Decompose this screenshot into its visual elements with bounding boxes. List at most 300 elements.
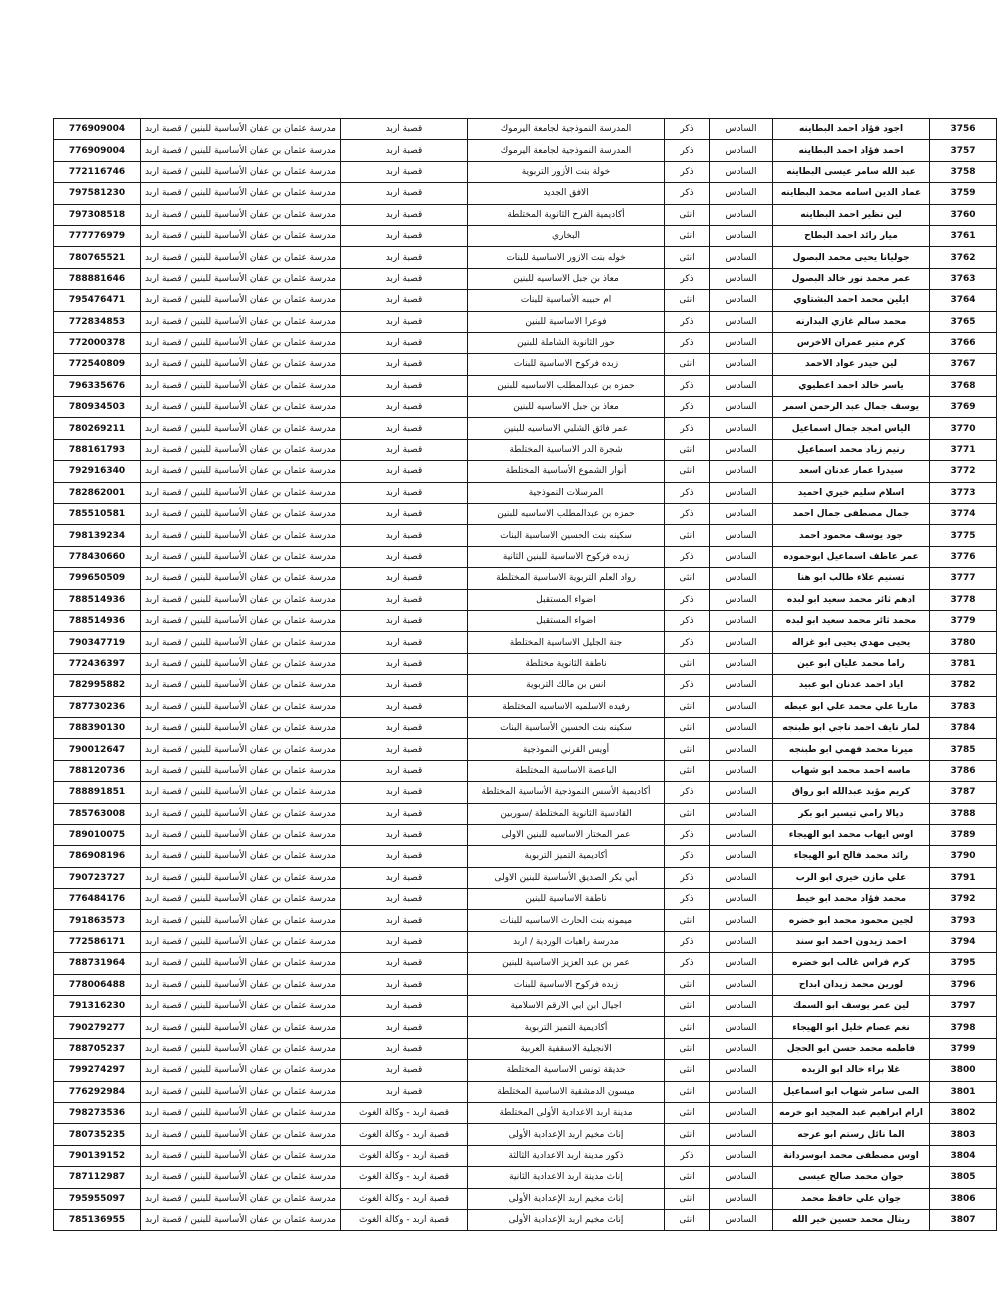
phone-cell: 778006488 [54,974,141,995]
table-row [54,1017,997,1038]
grade-cell: السادس [710,568,773,589]
phone-cell: 798273536 [54,1102,141,1123]
new-school-cell: مدرسة عثمان بن عفان الأساسية للبنين / قصبة اربد [141,824,341,845]
new-school-cell: مدرسة عثمان بن عفان الأساسية للبنين / قصبة اربد [141,610,341,631]
previous-school-cell: الافق الجديد [468,183,665,204]
previous-school-cell: ناطفة الثانوية مختلطة [468,653,665,674]
table-row [54,1102,997,1123]
directorate-cell: قصبة اربد [341,268,468,289]
grade-cell: السادس [710,931,773,952]
phone-cell: 776909004 [54,119,141,140]
table-row [54,589,997,610]
grade-cell: السادس [710,375,773,396]
grade-cell: السادس [710,311,773,332]
directorate-cell: قصبة اربد [341,482,468,503]
grade-cell: السادس [710,889,773,910]
student-name-cell: علي مازن خيري ابو الرب [773,867,930,888]
serial-number-cell: 3767 [930,354,997,375]
previous-school-cell: مدرسة راهبات الوردية / اربد [468,931,665,952]
phone-cell: 788120736 [54,760,141,781]
new-school-cell: مدرسة عثمان بن عفان الأساسية للبنين / قصبة اربد [141,931,341,952]
grade-cell: السادس [710,589,773,610]
new-school-cell: مدرسة عثمان بن عفان الأساسية للبنين / قصبة اربد [141,311,341,332]
phone-cell: 788891851 [54,782,141,803]
serial-number-cell: 3793 [930,910,997,931]
phone-cell: 787112987 [54,1167,141,1188]
gender-cell: ذكر [665,546,710,567]
grade-cell: السادس [710,140,773,161]
directorate-cell: قصبة اربد [341,610,468,631]
gender-cell: انثى [665,290,710,311]
directorate-cell: قصبة اربد [341,632,468,653]
serial-number-cell: 3795 [930,953,997,974]
serial-number-cell: 3763 [930,268,997,289]
student-name-cell: سيدرا عمار عدنان اسعد [773,461,930,482]
serial-number-cell: 3796 [930,974,997,995]
grade-cell: السادس [710,1017,773,1038]
grade-cell: السادس [710,760,773,781]
new-school-cell: مدرسة عثمان بن عفان الأساسية للبنين / قصبة اربد [141,653,341,674]
phone-cell: 792916340 [54,461,141,482]
gender-cell: انثى [665,1102,710,1123]
gender-cell: انثى [665,525,710,546]
gender-cell: انثى [665,760,710,781]
serial-number-cell: 3779 [930,610,997,631]
table-row [54,225,997,246]
directorate-cell: قصبة اربد [341,439,468,460]
directorate-cell: قصبة اربد [341,782,468,803]
serial-number-cell: 3765 [930,311,997,332]
directorate-cell: قصبة اربد - وكالة الغوث [341,1145,468,1166]
student-name-cell: المى سامر شهاب ابو اسماعيل [773,1081,930,1102]
student-name-cell: يوسف جمال عبد الرحمن اسمر [773,397,930,418]
phone-cell: 788161793 [54,439,141,460]
directorate-cell: قصبة اربد - وكالة الغوث [341,1167,468,1188]
student-name-cell: جوان علي حافظ محمد [773,1188,930,1209]
new-school-cell: مدرسة عثمان بن عفان الأساسية للبنين / قصبة اربد [141,889,341,910]
directorate-cell: قصبة اربد - وكالة الغوث [341,1209,468,1230]
new-school-cell: مدرسة عثمان بن عفان الأساسية للبنين / قصبة اربد [141,867,341,888]
directorate-cell: قصبة اربد [341,161,468,182]
phone-cell: 772116746 [54,161,141,182]
directorate-cell: قصبة اربد [341,397,468,418]
student-name-cell: جمال مصطفى جمال احمد [773,504,930,525]
student-name-cell: تسنيم علاء طالب ابو هنا [773,568,930,589]
serial-number-cell: 3800 [930,1060,997,1081]
serial-number-cell: 3807 [930,1209,997,1230]
phone-cell: 772000378 [54,332,141,353]
table-row [54,803,997,824]
student-name-cell: الياس امجد جمال اسماعيل [773,418,930,439]
previous-school-cell: أكاديمية التميز التربوية [468,846,665,867]
directorate-cell: قصبة اربد [341,696,468,717]
phone-cell: 790139152 [54,1145,141,1166]
grade-cell: السادس [710,290,773,311]
serial-number-cell: 3799 [930,1038,997,1059]
directorate-cell: قصبة اربد [341,1038,468,1059]
serial-number-cell: 3758 [930,161,997,182]
new-school-cell: مدرسة عثمان بن عفان الأساسية للبنين / قصبة اربد [141,183,341,204]
gender-cell: ذكر [665,397,710,418]
previous-school-cell: أويس القرني النموذجية [468,739,665,760]
previous-school-cell: الانجيلية الاسقفية العربية [468,1038,665,1059]
directorate-cell: قصبة اربد [341,504,468,525]
phone-cell: 788881646 [54,268,141,289]
table-row [54,354,997,375]
new-school-cell: مدرسة عثمان بن عفان الأساسية للبنين / قصبة اربد [141,1060,341,1081]
directorate-cell: قصبة اربد [341,1017,468,1038]
gender-cell: ذكر [665,632,710,653]
grade-cell: السادس [710,225,773,246]
previous-school-cell: جنة الجليل الاساسية المختلطة [468,632,665,653]
table-row [54,760,997,781]
serial-number-cell: 3791 [930,867,997,888]
student-name-cell: عماد الدين اسامه محمد البطاينه [773,183,930,204]
previous-school-cell: عمر بن عبد العزيز الاساسية للبنين [468,953,665,974]
student-name-cell: الما نائل رستم ابو عرجه [773,1124,930,1145]
table-row [54,931,997,952]
gender-cell: ذكر [665,846,710,867]
new-school-cell: مدرسة عثمان بن عفان الأساسية للبنين / قصبة اربد [141,910,341,931]
phone-cell: 797308518 [54,204,141,225]
directorate-cell: قصبة اربد [341,589,468,610]
grade-cell: السادس [710,204,773,225]
phone-cell: 789010075 [54,824,141,845]
table-row [54,1038,997,1059]
gender-cell: انثى [665,717,710,738]
table-row [54,375,997,396]
grade-cell: السادس [710,1188,773,1209]
previous-school-cell: ام حبيبه الأساسية للبنات [468,290,665,311]
table-row [54,675,997,696]
gender-cell: ذكر [665,268,710,289]
previous-school-cell: إناث مخيم اربد الإعدادية الأولى [468,1209,665,1230]
table-row [54,1167,997,1188]
serial-number-cell: 3789 [930,824,997,845]
directorate-cell: قصبة اربد [341,889,468,910]
student-name-cell: اجود فؤاد احمد البطاينه [773,119,930,140]
directorate-cell: قصبة اربد [341,418,468,439]
gender-cell: ذكر [665,931,710,952]
previous-school-cell: زبده فركوح الاساسية للبنين الثانية [468,546,665,567]
table-row [54,311,997,332]
serial-number-cell: 3760 [930,204,997,225]
student-name-cell: يحيى مهدي يحيى ابو غزاله [773,632,930,653]
grade-cell: السادس [710,183,773,204]
student-name-cell: ميار رائد احمد البطاح [773,225,930,246]
directorate-cell: قصبة اربد [341,525,468,546]
new-school-cell: مدرسة عثمان بن عفان الأساسية للبنين / قصبة اربد [141,974,341,995]
serial-number-cell: 3766 [930,332,997,353]
serial-number-cell: 3777 [930,568,997,589]
directorate-cell: قصبة اربد [341,311,468,332]
grade-cell: السادس [710,119,773,140]
new-school-cell: مدرسة عثمان بن عفان الأساسية للبنين / قصبة اربد [141,140,341,161]
grade-cell: السادس [710,739,773,760]
new-school-cell: مدرسة عثمان بن عفان الأساسية للبنين / قصبة اربد [141,803,341,824]
gender-cell: ذكر [665,418,710,439]
grade-cell: السادس [710,1209,773,1230]
student-name-cell: محمد ثائر محمد سعيد ابو لبده [773,610,930,631]
gender-cell: انثى [665,225,710,246]
phone-cell: 788514936 [54,610,141,631]
grade-cell: السادس [710,974,773,995]
gender-cell: انثى [665,739,710,760]
serial-number-cell: 3801 [930,1081,997,1102]
grade-cell: السادس [710,461,773,482]
table-row [54,397,997,418]
gender-cell: انثى [665,696,710,717]
new-school-cell: مدرسة عثمان بن عفان الأساسية للبنين / قصبة اربد [141,375,341,396]
serial-number-cell: 3776 [930,546,997,567]
grade-cell: السادس [710,696,773,717]
student-name-cell: جود يوسف محمود احمد [773,525,930,546]
gender-cell: انثى [665,1038,710,1059]
directorate-cell: قصبة اربد [341,717,468,738]
new-school-cell: مدرسة عثمان بن عفان الأساسية للبنين / قصبة اربد [141,760,341,781]
new-school-cell: مدرسة عثمان بن عفان الأساسية للبنين / قصبة اربد [141,782,341,803]
serial-number-cell: 3802 [930,1102,997,1123]
serial-number-cell: 3786 [930,760,997,781]
serial-number-cell: 3785 [930,739,997,760]
table-row [54,696,997,717]
grade-cell: السادس [710,953,773,974]
previous-school-cell: أكاديمية الأسس النموذجية الأساسية المختلطة [468,782,665,803]
grade-cell: السادس [710,803,773,824]
table-row [54,1124,997,1145]
new-school-cell: مدرسة عثمان بن عفان الأساسية للبنين / قصبة اربد [141,247,341,268]
previous-school-cell: خولة بنت الأزور التربوية [468,161,665,182]
gender-cell: انثى [665,1081,710,1102]
gender-cell: ذكر [665,889,710,910]
phone-cell: 787730236 [54,696,141,717]
grade-cell: السادس [710,247,773,268]
student-name-cell: رنيم زياد محمد اسماعيل [773,439,930,460]
phone-cell: 776292984 [54,1081,141,1102]
directorate-cell: قصبة اربد [341,119,468,140]
previous-school-cell: اضواء المستقبل [468,589,665,610]
student-name-cell: ماريا علي محمد علي ابو عيطه [773,696,930,717]
serial-number-cell: 3764 [930,290,997,311]
serial-number-cell: 3769 [930,397,997,418]
table-row [54,953,997,974]
previous-school-cell: المدرسة النموذجية لجامعة اليرموك [468,140,665,161]
table-row [54,140,997,161]
phone-cell: 776909004 [54,140,141,161]
table-row [54,910,997,931]
student-name-cell: عمر عاطف اسماعيل ابوحموده [773,546,930,567]
table-row [54,568,997,589]
student-name-cell: لمار نايف احمد ناجي ابو طبنجه [773,717,930,738]
new-school-cell: مدرسة عثمان بن عفان الأساسية للبنين / قصبة اربد [141,1102,341,1123]
serial-number-cell: 3780 [930,632,997,653]
gender-cell: ذكر [665,782,710,803]
gender-cell: انثى [665,653,710,674]
directorate-cell: قصبة اربد [341,546,468,567]
student-name-cell: احمد فؤاد احمد البطاينه [773,140,930,161]
directorate-cell: قصبة اربد [341,1060,468,1081]
table-row [54,1145,997,1166]
serial-number-cell: 3784 [930,717,997,738]
student-name-cell: لجين محمود محمد ابو خضره [773,910,930,931]
gender-cell: انثى [665,247,710,268]
directorate-cell: قصبة اربد [341,183,468,204]
student-name-cell: عمر محمد نور خالد البصول [773,268,930,289]
directorate-cell: قصبة اربد [341,140,468,161]
new-school-cell: مدرسة عثمان بن عفان الأساسية للبنين / قصبة اربد [141,1209,341,1230]
gender-cell: ذكر [665,610,710,631]
previous-school-cell: ذكور مدينة اربد الاعدادية الثالثة [468,1145,665,1166]
student-name-cell: احمد زيدون احمد ابو سند [773,931,930,952]
previous-school-cell: ميمونه بنت الحارث الاساسيه للبنات [468,910,665,931]
table-row [54,119,997,140]
previous-school-cell: القادسية الثانوية المختلطة /سوربين [468,803,665,824]
table-row [54,889,997,910]
directorate-cell: قصبة اربد [341,824,468,845]
new-school-cell: مدرسة عثمان بن عفان الأساسية للبنين / قصبة اربد [141,161,341,182]
phone-cell: 786908196 [54,846,141,867]
grade-cell: السادس [710,1060,773,1081]
phone-cell: 772436397 [54,653,141,674]
student-name-cell: فاطمه محمد حسن ابو الحجل [773,1038,930,1059]
previous-school-cell: زبده فركوح الاساسية للبنات [468,354,665,375]
table-row [54,546,997,567]
student-transfer-table [53,118,997,1231]
gender-cell: ذكر [665,867,710,888]
serial-number-cell: 3783 [930,696,997,717]
gender-cell: انثى [665,1060,710,1081]
directorate-cell: قصبة اربد [341,760,468,781]
serial-number-cell: 3761 [930,225,997,246]
gender-cell: انثى [665,1124,710,1145]
phone-cell: 796335676 [54,375,141,396]
table-row [54,782,997,803]
directorate-cell: قصبة اربد [341,461,468,482]
previous-school-cell: أنوار الشموع الأساسية المختلطة [468,461,665,482]
table-row [54,204,997,225]
table-row [54,739,997,760]
new-school-cell: مدرسة عثمان بن عفان الأساسية للبنين / قصبة اربد [141,675,341,696]
previous-school-cell: سكينه بنت الحسين الاساسية البنات [468,525,665,546]
gender-cell: ذكر [665,375,710,396]
phone-cell: 798139234 [54,525,141,546]
grade-cell: السادس [710,161,773,182]
student-name-cell: ادهم ثائر محمد سعيد ابو لبده [773,589,930,610]
new-school-cell: مدرسة عثمان بن عفان الأساسية للبنين / قصبة اربد [141,1081,341,1102]
table-row [54,1060,997,1081]
directorate-cell: قصبة اربد [341,974,468,995]
serial-number-cell: 3792 [930,889,997,910]
table-row [54,504,997,525]
table-row [54,1209,997,1230]
gender-cell: ذكر [665,183,710,204]
directorate-cell: قصبة اربد - وكالة الغوث [341,1102,468,1123]
grade-cell: السادس [710,1145,773,1166]
table-row [54,461,997,482]
serial-number-cell: 3805 [930,1167,997,1188]
phone-cell: 799274297 [54,1060,141,1081]
grade-cell: السادس [710,332,773,353]
previous-school-cell: معاذ بن جبل الاساسيه للبنين [468,397,665,418]
serial-number-cell: 3797 [930,996,997,1017]
grade-cell: السادس [710,482,773,503]
serial-number-cell: 3759 [930,183,997,204]
grade-cell: السادس [710,397,773,418]
serial-number-cell: 3781 [930,653,997,674]
directorate-cell: قصبة اربد [341,247,468,268]
student-name-cell: رائد محمد فالح ابو الهيجاء [773,846,930,867]
new-school-cell: مدرسة عثمان بن عفان الأساسية للبنين / قصبة اربد [141,290,341,311]
new-school-cell: مدرسة عثمان بن عفان الأساسية للبنين / قصبة اربد [141,1145,341,1166]
serial-number-cell: 3803 [930,1124,997,1145]
gender-cell: ذكر [665,332,710,353]
previous-school-cell: معاذ بن جبل الاساسيه للبنين [468,268,665,289]
previous-school-cell: خوله بنت الازور الاساسية للبنات [468,247,665,268]
student-name-cell: لين عمر يوسف ابو السمك [773,996,930,1017]
serial-number-cell: 3770 [930,418,997,439]
phone-cell: 780934503 [54,397,141,418]
serial-number-cell: 3768 [930,375,997,396]
student-name-cell: ماسه احمد محمد ابو شهاب [773,760,930,781]
directorate-cell: قصبة اربد [341,1081,468,1102]
student-name-cell: كرم فراس غالب ابو خضره [773,953,930,974]
new-school-cell: مدرسة عثمان بن عفان الأساسية للبنين / قصبة اربد [141,696,341,717]
directorate-cell: قصبة اربد - وكالة الغوث [341,1188,468,1209]
table-row [54,247,997,268]
new-school-cell: مدرسة عثمان بن عفان الأساسية للبنين / قصبة اربد [141,439,341,460]
student-name-cell: لين حيدر عواد الاحمد [773,354,930,375]
new-school-cell: مدرسة عثمان بن عفان الأساسية للبنين / قصبة اربد [141,354,341,375]
previous-school-cell: زبده فركوح الاساسية للبنات [468,974,665,995]
gender-cell: انثى [665,461,710,482]
new-school-cell: مدرسة عثمان بن عفان الأساسية للبنين / قصبة اربد [141,525,341,546]
table-row [54,290,997,311]
student-name-cell: راما محمد عليان ابو عين [773,653,930,674]
new-school-cell: مدرسة عثمان بن عفان الأساسية للبنين / قصبة اربد [141,589,341,610]
table-body [54,119,997,1231]
directorate-cell: قصبة اربد [341,204,468,225]
previous-school-cell: أكاديمية التميز التربوية [468,1017,665,1038]
serial-number-cell: 3775 [930,525,997,546]
serial-number-cell: 3787 [930,782,997,803]
grade-cell: السادس [710,1081,773,1102]
grade-cell: السادس [710,824,773,845]
gender-cell: انثى [665,1017,710,1038]
directorate-cell: قصبة اربد [341,803,468,824]
table-row [54,610,997,631]
previous-school-cell: حديقة تونس الاساسية المختلطة [468,1060,665,1081]
serial-number-cell: 3798 [930,1017,997,1038]
new-school-cell: مدرسة عثمان بن عفان الأساسية للبنين / قصبة اربد [141,268,341,289]
gender-cell: ذكر [665,311,710,332]
grade-cell: السادس [710,525,773,546]
serial-number-cell: 3790 [930,846,997,867]
new-school-cell: مدرسة عثمان بن عفان الأساسية للبنين / قصبة اربد [141,119,341,140]
table-row [54,161,997,182]
student-name-cell: ريتال محمد حسين خير الله [773,1209,930,1230]
table-row [54,418,997,439]
serial-number-cell: 3804 [930,1145,997,1166]
serial-number-cell: 3788 [930,803,997,824]
new-school-cell: مدرسة عثمان بن عفان الأساسية للبنين / قصبة اربد [141,632,341,653]
student-name-cell: اسلام سليم خيري احميد [773,482,930,503]
serial-number-cell: 3794 [930,931,997,952]
student-name-cell: ميرنا محمد فهمي ابو طبنجه [773,739,930,760]
gender-cell: انثى [665,1188,710,1209]
previous-school-cell: حمزه بن عبدالمطلب الاساسيه للبنين [468,504,665,525]
directorate-cell: قصبة اربد [341,653,468,674]
gender-cell: ذكر [665,1145,710,1166]
